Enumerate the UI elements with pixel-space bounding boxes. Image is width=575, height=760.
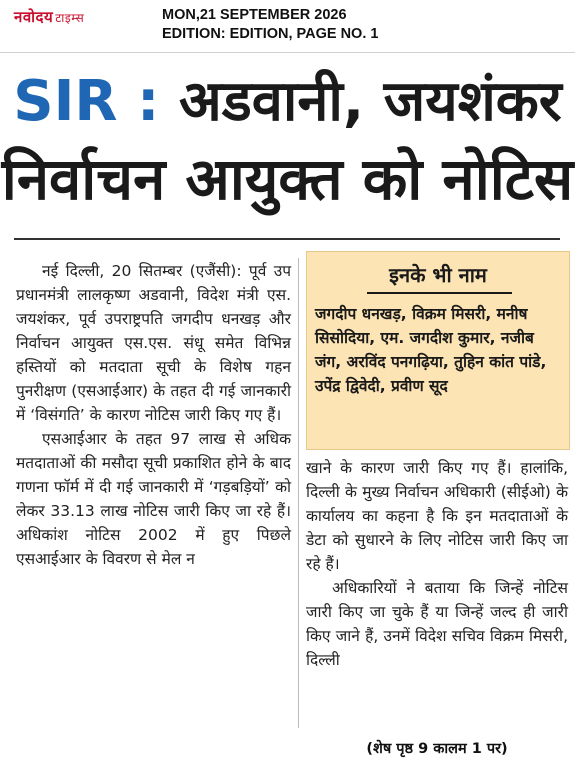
article-paragraph-2: एसआईआर के तहत 97 लाख से अधिक मतदाताओं की मसौदा सूची प्रकाशित होने के बाद गणना फॉर्म में दी गई जानकारी में ‘गड़बड़ियों’ को लेकर 33.13 लाख नोटिस जारी किए जा रहे हैं।अधिकांश नोटिस 2002 में हुए पिछले एसआईआर के विवरण से मेल न	[16, 430, 291, 568]
article-paragraph-3: खाने के कारण जारी किए गए हैं। हालांकि, दिल्ली के मुख्य निर्वाचन अधिकारी (सीईओ) के कार्यालय का कहना है कि इन मतदाताओं के डेटा को सुधारने के लिए नोटिस जारी किए जा रहे हैं।	[306, 459, 568, 573]
edition-info	[162, 6, 378, 44]
headline-tag: SIR :	[13, 69, 160, 134]
logo-sub-text: टाइम्स	[55, 11, 85, 25]
newspaper-logo[interactable]	[14, 7, 84, 27]
date-line: MON,21 SEPTEMBER 2026	[162, 7, 347, 23]
names-sidebar-box	[306, 251, 570, 450]
article-column-left	[16, 259, 291, 571]
article-column-right	[306, 456, 568, 672]
edition-line: EDITION: EDITION, PAGE NO. 1	[162, 26, 379, 42]
headline-divider	[14, 238, 560, 240]
sidebar-box-names: जगदीप धनखड़, विक्रम मिसरी, मनीष सिसोदिया, एम. जगदीश कुमार, नजीब जंग, अरविंद पनगढ़िया, तुहिन कांत पांडे, उपेंद्र द्विवेदी, प्रवीण सूद	[315, 305, 547, 395]
sidebar-box-title: इनके भी नाम	[389, 263, 487, 287]
headline-line1	[0, 69, 575, 134]
article-paragraph-1: नई दिल्ली, 20 सितम्बर (एजैंसी): पूर्व उप प्रधानमंत्री लालकृष्ण अडवानी, विदेश मंत्री एस. जयशंकर, पूर्व उपराष्ट्रपति जगदीप धनखड़ और निर्वाचन आयुक्त एस.एस. संधू समेत विभिन्न हस्तियों को मतदाता सूची के विशेष गहन पुनरीक्षण (एसआईआर) के तहत दी गई जानकारी में ‘विसंगति’ के कारण नोटिस जारी किए गए हैं।	[16, 262, 291, 424]
logo-main-text: नवोदय	[14, 8, 54, 26]
headline-line1-text: अडवानी, जयशंकर	[178, 69, 562, 134]
column-divider	[298, 258, 299, 728]
article-paragraph-4: अधिकारियों ने बताया कि जिन्हें नोटिस जारी किए जा चुके हैं या जिन्हें जल्द ही जारी किए जाने हैं, उनमें विदेश सचिव विक्रम मिसरी, दिल्ली	[306, 579, 568, 669]
continued-on-page-note: (शेष पृष्ठ 9 कालम 1 पर)	[366, 741, 508, 757]
sidebar-title-underline	[367, 292, 512, 294]
headline-line2: निर्वाचन आयुक्त को नोटिस	[1, 145, 574, 213]
masthead-bar	[0, 0, 575, 53]
